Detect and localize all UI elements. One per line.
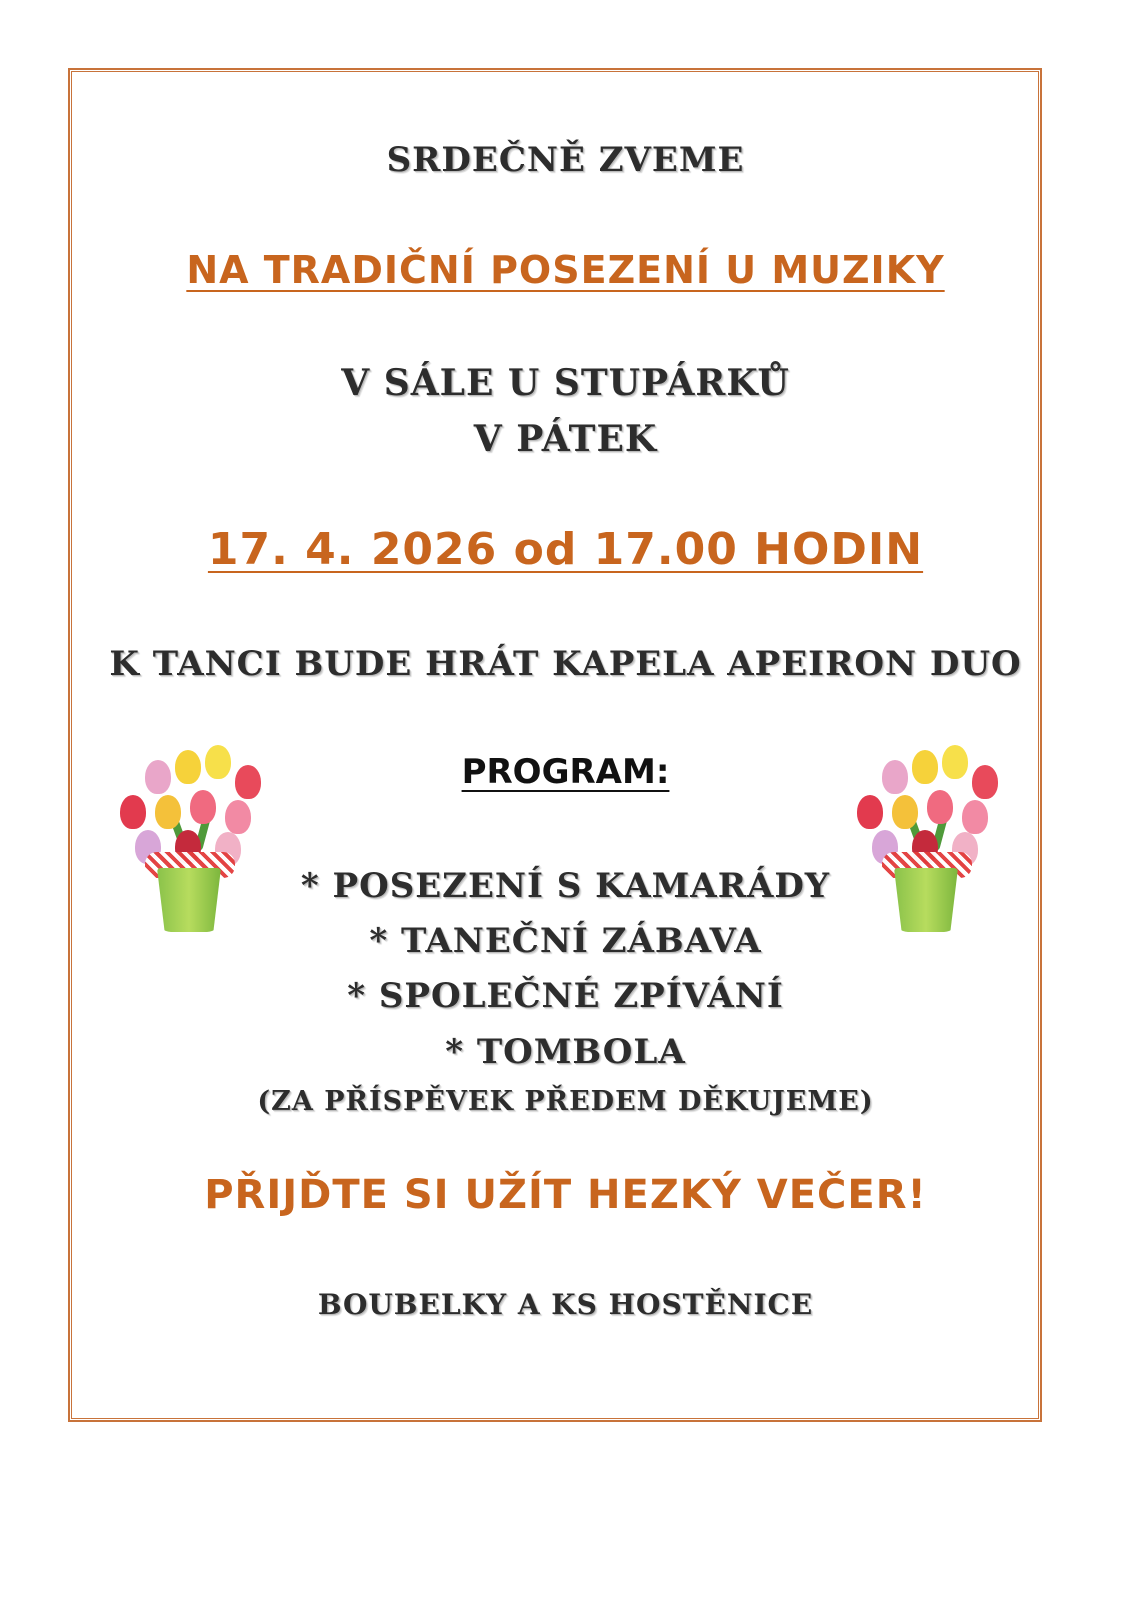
program-item: * POSEZENÍ S KAMARÁDY — [300, 866, 831, 906]
program-item: * SPOLEČNÉ ZPÍVÁNÍ — [347, 976, 784, 1016]
band: K TANCI BUDE HRÁT KAPELA APEIRON DUO — [109, 644, 1022, 684]
flower-pot-icon — [842, 740, 1022, 950]
venue: V SÁLE U STUPÁRKŮ — [341, 362, 790, 404]
date-time: 17. 4. 2026 od 17.00 HODIN — [207, 524, 924, 575]
day: V PÁTEK — [473, 418, 658, 460]
program-heading: PROGRAM: — [461, 752, 670, 792]
event-title: NA TRADIČNÍ POSEZENÍ U MUZIKY — [186, 248, 945, 292]
program-item: * TANEČNÍ ZÁBAVA — [369, 921, 762, 961]
program-item: * TOMBOLA — [445, 1032, 686, 1072]
tombola-note: (ZA PŘÍSPĚVEK PŘEDEM DĚKUJEME) — [257, 1086, 874, 1117]
organizers: BOUBELKY A KS HOSTĚNICE — [317, 1288, 814, 1321]
flower-pot-icon — [105, 740, 285, 950]
call-to-action: PŘIJĎTE SI UŽÍT HEZKÝ VEČER! — [204, 1172, 927, 1218]
greeting: SRDEČNĚ ZVEME — [386, 140, 745, 180]
